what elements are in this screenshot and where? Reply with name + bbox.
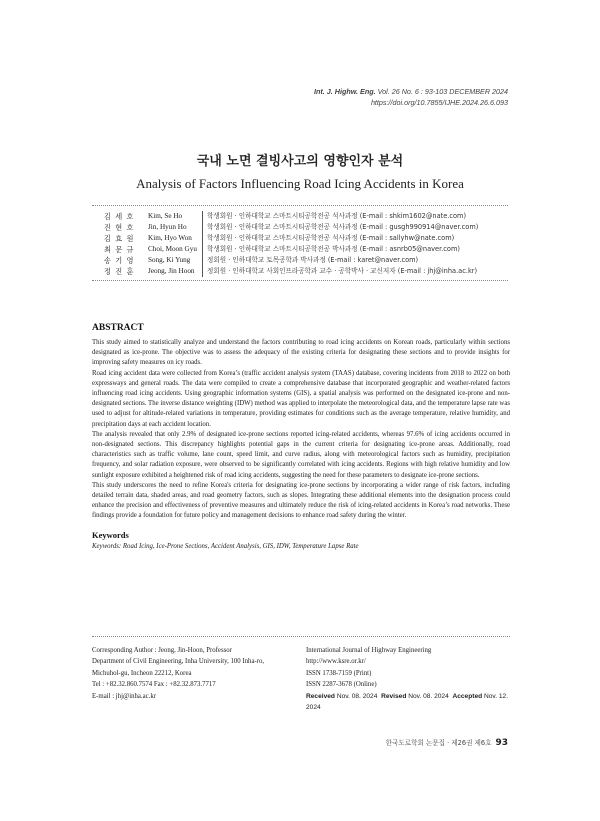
author-separator bbox=[202, 211, 203, 222]
author-separator bbox=[202, 233, 203, 244]
corr-line: Department of Civil Engineering, Inha University, 100 Inha-ro, bbox=[92, 658, 265, 666]
received-label: Received bbox=[306, 692, 335, 700]
author-name-en: Jeong, Jin Hoon bbox=[148, 267, 195, 275]
author-row bbox=[92, 222, 512, 233]
corr-line: Corresponding Author : Jeong, Jin-Hoon, Professor bbox=[92, 647, 232, 654]
author-separator bbox=[202, 244, 203, 255]
author-divider bbox=[92, 280, 508, 281]
author-name-ko: 송 기 영 bbox=[104, 256, 135, 265]
journal-citation: Vol. 26 No. 6 : 93-103 DECEMBER 2024 bbox=[377, 87, 508, 96]
author-separator bbox=[202, 222, 203, 233]
issn-online: ISSN 2287-3678 (Online) bbox=[306, 681, 377, 689]
author-name-en: Choi, Moon Gyu bbox=[148, 245, 197, 253]
footer-divider bbox=[92, 636, 510, 637]
doi-link[interactable]: https://doi.org/10.7855/IJHE.2024.26.6.093 bbox=[370, 98, 508, 107]
author-row bbox=[92, 211, 512, 222]
page-number: 93 bbox=[495, 738, 508, 748]
footer-journal-text: 한국도로학회 논문집 · 제26권 제6호 bbox=[385, 739, 492, 747]
title-english: Analysis of Factors Influencing Road Icing Accidents in Korea bbox=[136, 176, 464, 191]
author-name-ko: 진 현 호 bbox=[104, 223, 135, 232]
author-affiliation: 학생회원 · 인하대학교 스마트시티공학전공 석사과정 (E-mail : gusgh990914@naver.com) bbox=[207, 223, 479, 231]
author-affiliation: 학생회원 · 인하대학교 스마트시티공학전공 석사과정 (E-mail : shkim1602@nate.com) bbox=[207, 212, 467, 220]
abstract-section bbox=[92, 323, 510, 550]
author-name-ko: 김 세 호 bbox=[104, 212, 135, 221]
author-affiliation: 정회원 · 인하대학교 토목공학과 박사과정 (E-mail : karet@naver.com) bbox=[207, 256, 419, 264]
journal-header bbox=[314, 86, 508, 108]
accepted-date: Nov. 12. 2024 bbox=[306, 692, 509, 712]
author-name-en: Kim, Se Ho bbox=[148, 212, 183, 220]
corresponding-author-block bbox=[92, 645, 302, 702]
revised-label: Revised bbox=[381, 692, 407, 700]
corr-line: Tel : +82.32.860.7574 Fax : +82.32.873.7717 bbox=[92, 681, 216, 689]
journal-url[interactable]: http://www.ksre.or.kr/ bbox=[306, 658, 366, 666]
keywords-heading: Keywords bbox=[92, 529, 129, 540]
author-separator bbox=[202, 255, 203, 266]
author-separator bbox=[202, 266, 203, 277]
author-name-en: Song, Ki Yung bbox=[148, 256, 191, 264]
abstract-paragraph: Road icing accident data were collected from Korea’s (traffic accident analysis system (TAAS) database, covering incidents from 2018 to 2022 on both expressways and general roads. The data were compiled to create a comprehensive database that incorporated geographic and weather-related factors influencing road icing accidents. Using geographic information systems (GIS), a spatial analysis was performed on the designated ice-prone and non-designated sections. The inverse distance weighting (IDW) method was applied to interpolate the meteorological data, and the temperature lapse rate was used to adjust for altitude-related variations in temperature, providing estimates for conditions such as the average temperature, relative humidity, and precipitation days at each accident location. bbox=[92, 369, 510, 428]
top-divider bbox=[92, 205, 508, 206]
issn-print: ISSN 1738-7159 (Print) bbox=[306, 669, 372, 677]
corr-email[interactable]: E-mail : jhj@inha.ac.kr bbox=[92, 692, 157, 700]
abstract-heading: ABSTRACT bbox=[92, 323, 144, 333]
revised-date: Nov. 08. 2024 bbox=[408, 692, 449, 700]
corr-line: Michuhol-gu, Incheon 22212, Korea bbox=[92, 669, 192, 677]
author-name-ko: 최 문 규 bbox=[104, 245, 135, 254]
author-name-ko: 김 효 원 bbox=[104, 234, 135, 243]
title-korean: 국내 노면 결빙사고의 영향인자 분석 bbox=[196, 154, 404, 169]
author-row bbox=[92, 266, 512, 277]
author-name-en: Kim, Hyo Won bbox=[148, 234, 192, 242]
author-affiliation: 학생회원 · 인하대학교 스마트시티공학전공 박사과정 (E-mail : asnrb05@naver.com) bbox=[207, 245, 460, 253]
journal-abbrev: Int. J. Highw. Eng. bbox=[314, 87, 376, 96]
author-name-en: Jin, Hyun Ho bbox=[148, 223, 187, 231]
accepted-label: Accepted bbox=[452, 692, 483, 700]
author-row bbox=[92, 233, 512, 244]
author-row bbox=[92, 255, 512, 266]
abstract-paragraph: The analysis revealed that only 2.9% of designated ice-prone sections reported icing-related accidents, whereas 97.6% of icing accidents occurred in non-designated sections. This discrepancy highlights potential gaps in the current criteria for designating ice-prone areas. Additionally, road characteristics such as traffic volume, lane count, speed limit, and curve radius, along with meteorological factors such as humidity, precipitation frequency, and solar radiation exposure, were observed to be significantly correlated with icing accidents. Regions with high relative humidity and low sunlight exposure exhibited a heightened risk of road icing accidents, suggesting the need for these parameters to designate ice-prone sections. bbox=[92, 430, 510, 479]
abstract-paragraph: This study aimed to statistically analyze and understand the factors contributing to road icing accidents on Korean roads, particularly within sections designated as ice-prone. The objective was to assess the adequacy of the existing criteria for designating these sections and to provide insights for improving safety measures on icy roads. bbox=[92, 339, 510, 367]
author-list bbox=[92, 211, 512, 277]
author-affiliation: 정회원 · 인하대학교 사회인프라공학과 교수 · 공학박사 · 교신저자 (E-mail : jhj@inha.ac.kr) bbox=[207, 267, 478, 275]
author-name-ko: 정 진 훈 bbox=[104, 267, 135, 276]
author-row bbox=[92, 244, 512, 255]
abstract-paragraph: This study underscores the need to refine Korea's criteria for designating ice-prone sections by incorporating a wider range of risk factors, including detailed terrain data, shaded areas, and road geometry factors, such as slopes. Integrating these additional elements into the designation process could enhance the precision and effectiveness of preventive measures and ultimately reduce the risk of icing-related accidents in Korea’s road networks. These findings provide a foundation for future policy and management decisions to enhance road safety during the winter. bbox=[92, 481, 510, 520]
journal-info-block bbox=[306, 645, 516, 713]
journal-name: International Journal of Highway Engineering bbox=[306, 647, 432, 654]
keywords-text: Keywords: Road Icing, Ice-Prone Sections, Accident Analysis, GIS, IDW, Temperature Lapse Rate bbox=[92, 542, 359, 550]
submission-dates bbox=[306, 691, 516, 714]
page-footer bbox=[386, 737, 508, 748]
received-date: Nov. 08. 2024 bbox=[336, 692, 378, 700]
author-affiliation: 학생회원 · 인하대학교 스마트시티공학전공 석사과정 (E-mail : sallyhw@nate.com) bbox=[207, 234, 455, 242]
